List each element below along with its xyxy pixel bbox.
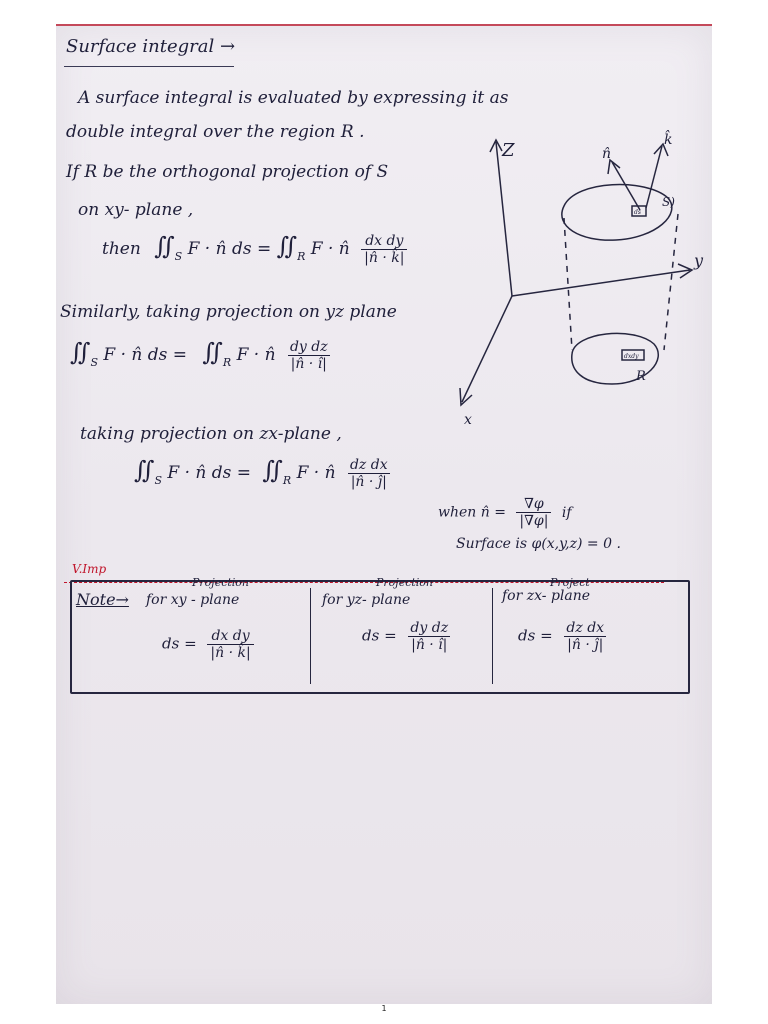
fraction — [516, 496, 551, 529]
normal-prefix: when n̂ = — [438, 504, 506, 521]
col3-title: for zx- plane — [502, 588, 591, 604]
fraction-denominator: |n̂ · î| — [288, 355, 330, 372]
dxdy-patch-label: dxdy — [624, 353, 639, 360]
fraction-numerator: dz dx — [566, 620, 605, 636]
integral-subscript: S — [174, 250, 183, 263]
fraction-numerator: ∇φ — [524, 496, 544, 512]
region-label: R — [636, 369, 646, 384]
projection-zx-line: taking projection on zx-plane , — [80, 424, 342, 444]
equation-yz — [70, 338, 331, 372]
integral-subscript: S — [154, 474, 162, 487]
column-divider — [492, 588, 493, 684]
col1-title: for xy - plane — [146, 592, 240, 608]
fraction — [361, 233, 407, 266]
surface-label: S) — [662, 195, 675, 209]
fraction — [207, 628, 253, 661]
normal-definition — [438, 496, 572, 529]
intro-line-2: double integral over the region R . — [66, 122, 365, 142]
title-underline — [64, 66, 234, 67]
axes-diagram — [456, 118, 712, 438]
note-box — [70, 576, 690, 694]
intro-line-1: A surface integral is evaluated by expressing it as — [78, 88, 509, 108]
surface-s-outline — [562, 185, 672, 241]
fraction-denominator: |n̂ · î| — [408, 636, 450, 653]
col3-caption: Project — [550, 576, 590, 589]
page-title: Surface integral → — [66, 36, 236, 57]
fraction — [563, 620, 607, 653]
normal-suffix: if — [561, 504, 572, 521]
ds-patch-label: ds — [634, 209, 641, 216]
note-label: Note→ — [76, 590, 129, 609]
integrand-rhs: F · n̂ — [236, 345, 276, 365]
ds-label: ds = — [162, 634, 197, 653]
fraction-denominator: |n̂ · ĵ| — [564, 636, 606, 653]
double-integral-symbol: ∬ — [154, 232, 175, 260]
equation-xy — [102, 232, 407, 266]
fraction — [287, 339, 331, 372]
ds-label: ds = — [518, 626, 553, 645]
z-axis — [496, 142, 512, 296]
col1-formula — [162, 628, 254, 661]
notebook-page — [56, 24, 712, 1004]
double-integral-symbol: ∬ — [276, 232, 298, 260]
double-integral-symbol: ∬ — [202, 338, 223, 366]
fraction — [347, 457, 391, 490]
normal-label: n̂ — [602, 146, 612, 162]
fraction-numerator: dx dy — [211, 628, 250, 644]
col2-title: for yz- plane — [322, 592, 411, 608]
very-important-tag: V.Imp — [72, 562, 107, 576]
col2-formula — [362, 620, 451, 653]
k-label: k̂ — [664, 132, 673, 148]
integral-subscript: S — [90, 356, 98, 369]
z-axis-label: Z — [502, 140, 515, 161]
double-integral-symbol: ∬ — [262, 456, 283, 484]
integral-subscript: R — [297, 250, 306, 263]
fraction-numerator: dz dx — [349, 457, 388, 473]
projection-xy-line-1: If R be the orthogonal projection of S — [66, 162, 389, 182]
equation-zx — [134, 456, 391, 490]
integrand-lhs: F · n̂ ds = — [167, 463, 252, 483]
integrand-lhs: F · n̂ ds = — [187, 239, 272, 259]
k-vector — [646, 146, 662, 208]
fraction-denominator: |n̂ · ĵ| — [348, 473, 390, 490]
col1-caption: Projection — [192, 576, 250, 589]
fraction-denominator: |n̂ · k̂| — [361, 249, 407, 266]
fraction-numerator: dy dz — [289, 339, 328, 355]
projection-yz-line: Similarly, taking projection on yz plane — [60, 302, 397, 322]
double-integral-symbol: ∬ — [134, 456, 155, 484]
page-number: 1 — [381, 1004, 387, 1013]
x-axis-label: x — [464, 412, 472, 428]
integrand-rhs: F · n̂ — [296, 463, 336, 483]
fraction-numerator: dy dz — [410, 620, 449, 636]
fraction-denominator: |n̂ · k̂| — [207, 644, 253, 661]
double-integral-symbol: ∬ — [70, 338, 91, 366]
column-divider — [310, 588, 311, 684]
ds-label: ds = — [362, 626, 397, 645]
surface-condition: Surface is φ(x,y,z) = 0 . — [456, 536, 621, 552]
col2-caption: Projection — [376, 576, 434, 589]
x-axis-arrowhead — [460, 388, 472, 405]
x-axis — [462, 296, 512, 402]
integrand-rhs: F · n̂ — [310, 239, 350, 259]
y-axis — [512, 270, 690, 296]
integrand-lhs: F · n̂ ds = — [103, 345, 188, 365]
integral-subscript: R — [222, 356, 232, 369]
projection-line-right — [664, 214, 678, 350]
projection-line-left — [564, 218, 572, 350]
y-axis-label: y — [694, 251, 704, 270]
fraction — [407, 620, 451, 653]
fraction-numerator: dx dy — [365, 233, 404, 249]
eq-prefix: then — [102, 239, 141, 259]
integral-subscript: R — [282, 474, 292, 487]
projection-xy-line-2: on xy- plane , — [78, 200, 194, 220]
fraction-denominator: |∇φ| — [516, 512, 551, 529]
col3-formula — [518, 620, 607, 653]
